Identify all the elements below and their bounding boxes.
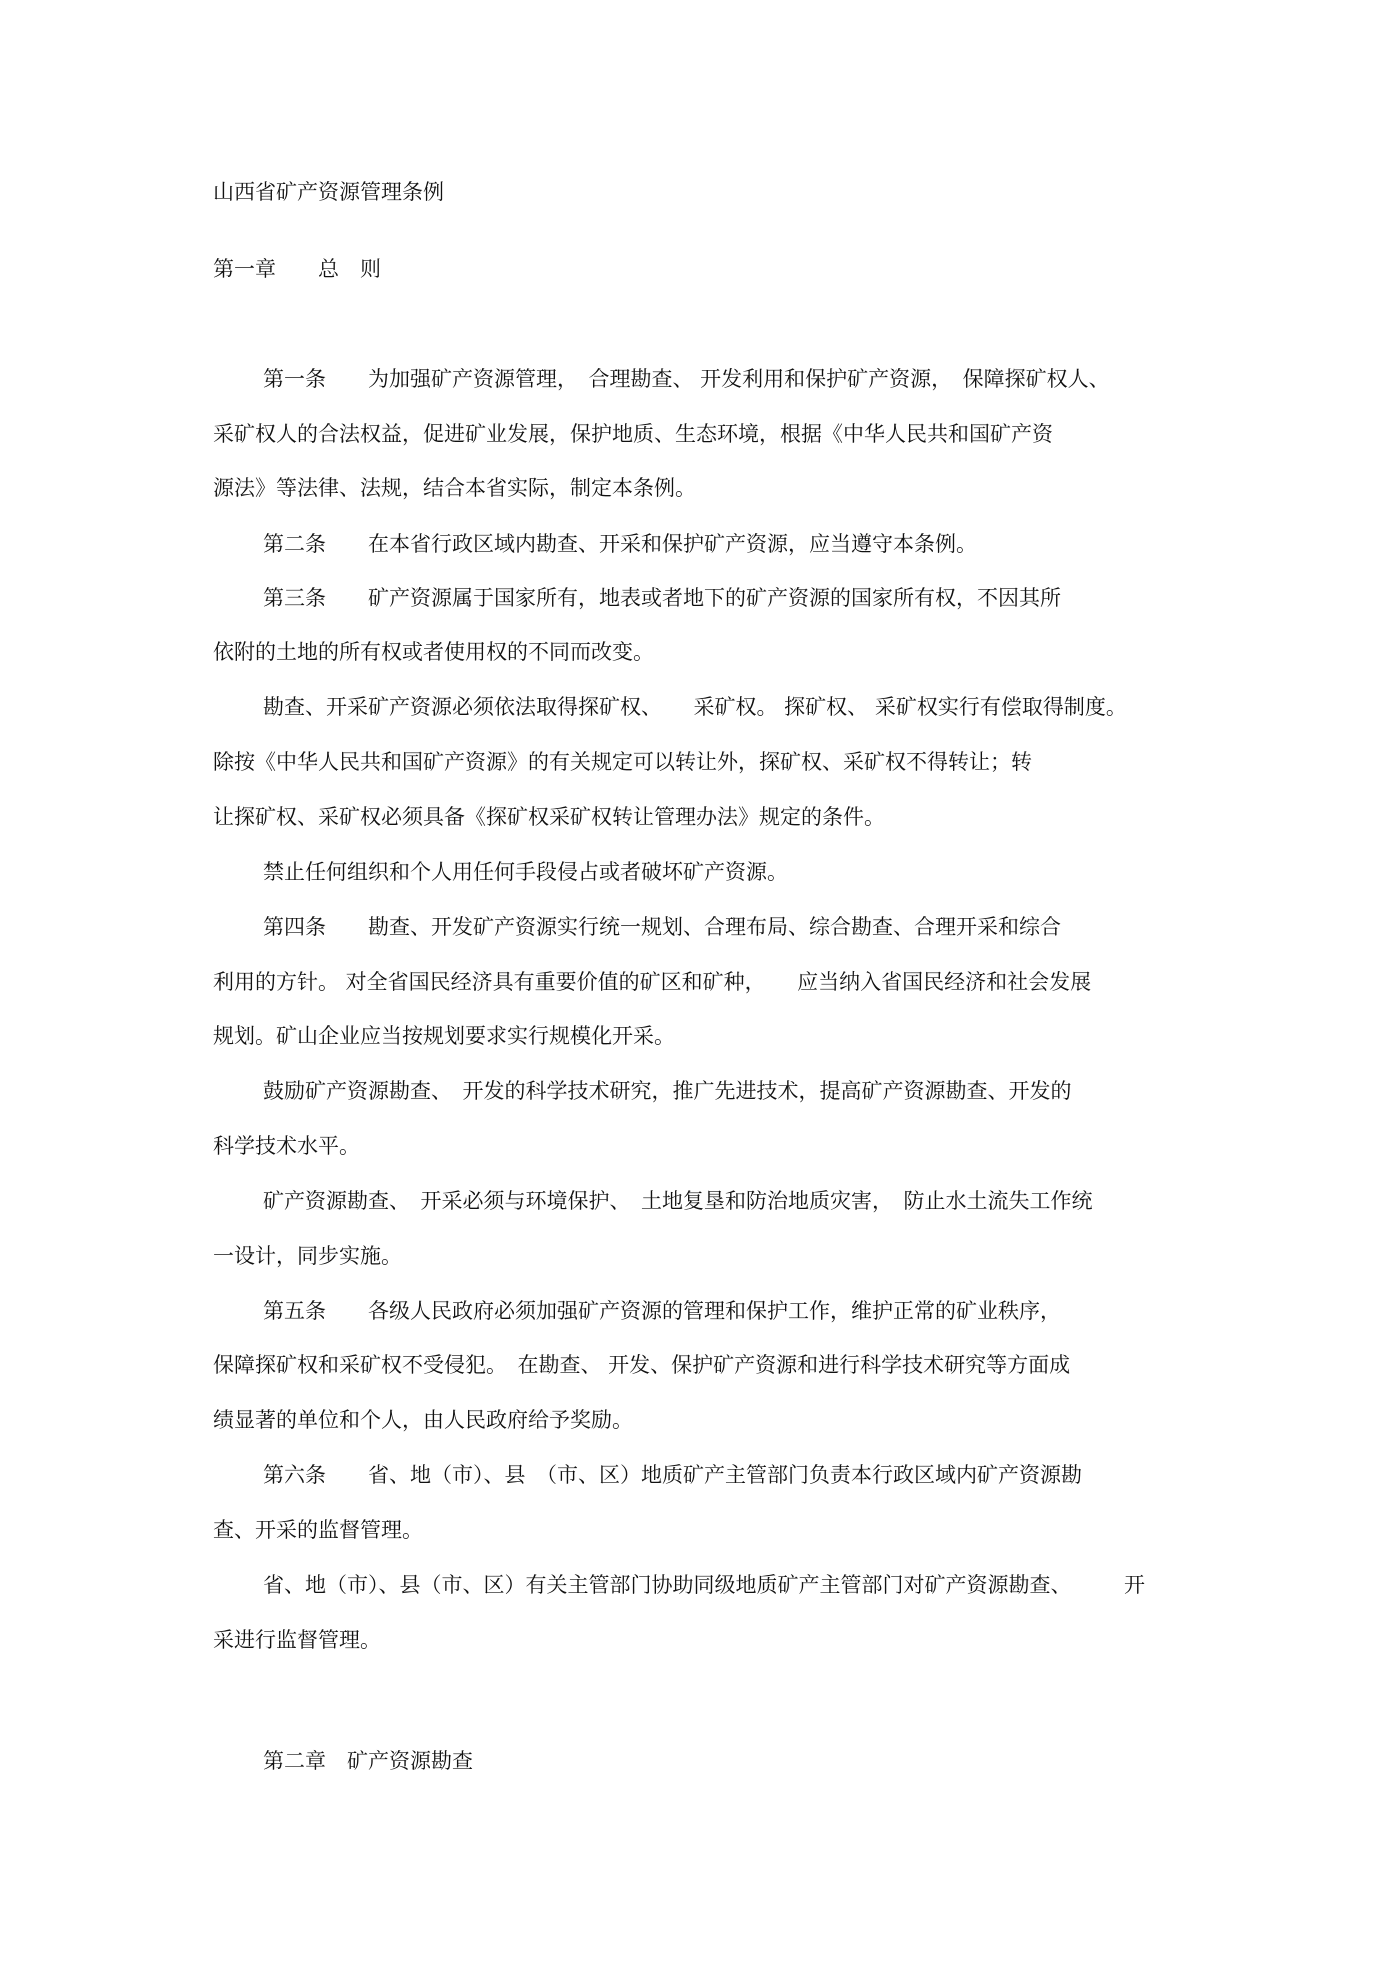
- paragraph-line: 矿产资源勘查、 开采必须与环境保护、 土地复垦和防治地质灾害， 防止水土流失工作统: [263, 1189, 1093, 1213]
- paragraph-line: 第三条 矿产资源属于国家所有，地表或者地下的矿产资源的国家所有权，不因其所: [263, 586, 1061, 610]
- paragraph-line: 第五条 各级人民政府必须加强矿产资源的管理和保护工作，维护正常的矿业秩序，: [263, 1299, 1061, 1323]
- paragraph-line: 采矿权人的合法权益，促进矿业发展，保护地质、生态环境，根据《中华人民共和国矿产资: [213, 422, 1053, 446]
- chapter-heading: 第一章 总 则: [213, 257, 381, 281]
- paragraph-line: 绩显著的单位和个人，由人民政府给予奖励。: [213, 1408, 633, 1432]
- paragraph-line: 第二条 在本省行政区域内勘查、开采和保护矿产资源，应当遵守本条例。: [263, 532, 977, 556]
- paragraph-line: 查、开采的监督管理。: [213, 1518, 423, 1542]
- paragraph-line: 规划。矿山企业应当按规划要求实行规模化开采。: [213, 1024, 675, 1048]
- paragraph-line: 利用的方针。 对全省国民经济具有重要价值的矿区和矿种， 应当纳入省国民经济和社会发展: [213, 970, 1092, 994]
- paragraph-line: 省、地（市）、县（市、区）有关主管部门协助同级地质矿产主管部门对矿产资源勘查、 开: [263, 1573, 1145, 1597]
- document-title: 山西省矿产资源管理条例: [213, 180, 444, 204]
- chapter-heading: 第二章 矿产资源勘查: [263, 1749, 473, 1773]
- paragraph-line: 源法》等法律、法规，结合本省实际，制定本条例。: [213, 476, 696, 500]
- paragraph-line: 鼓励矿产资源勘查、 开发的科学技术研究，推广先进技术，提高矿产资源勘查、开发的: [263, 1079, 1072, 1103]
- paragraph-line: 勘查、开采矿产资源必须依法取得探矿权、 采矿权。 探矿权、 采矿权实行有偿取得制度。: [263, 695, 1127, 719]
- paragraph-line: 让探矿权、采矿权必须具备《探矿权采矿权转让管理办法》规定的条件。: [213, 805, 885, 829]
- paragraph-line: 一设计，同步实施。: [213, 1244, 402, 1268]
- paragraph-line: 采进行监督管理。: [213, 1628, 381, 1652]
- paragraph-line: 禁止任何组织和个人用任何手段侵占或者破坏矿产资源。: [263, 860, 788, 884]
- paragraph-line: 科学技术水平。: [213, 1134, 360, 1158]
- paragraph-line: 除按《中华人民共和国矿产资源》的有关规定可以转让外，探矿权、采矿权不得转让；转: [213, 750, 1032, 774]
- paragraph-line: 第六条 省、地（市）、县 （市、区）地质矿产主管部门负责本行政区域内矿产资源勘: [263, 1463, 1082, 1487]
- paragraph-line: 第一条 为加强矿产资源管理， 合理勘查、 开发利用和保护矿产资源， 保障探矿权人、: [263, 367, 1110, 391]
- paragraph-line: 保障探矿权和采矿权不受侵犯。 在勘查、 开发、保护矿产资源和进行科学技术研究等方面成: [213, 1353, 1071, 1377]
- paragraph-line: 第四条 勘查、开发矿产资源实行统一规划、合理布局、综合勘查、合理开采和综合: [263, 915, 1061, 939]
- paragraph-line: 依附的土地的所有权或者使用权的不同而改变。: [213, 640, 654, 664]
